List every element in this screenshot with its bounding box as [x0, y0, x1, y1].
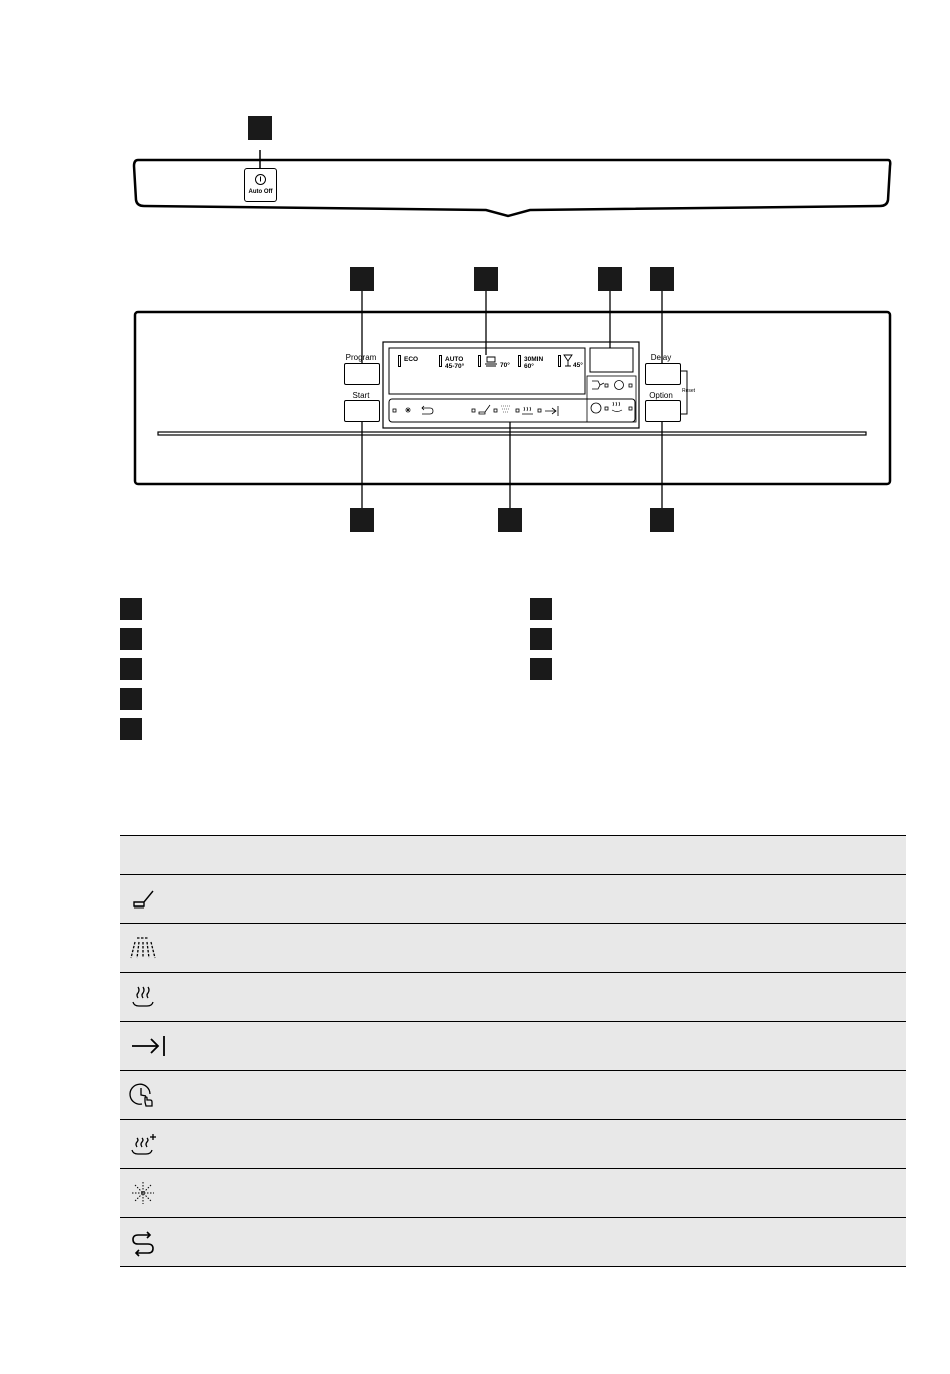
power-button-label: Auto Off	[248, 189, 273, 195]
table-cell	[120, 973, 906, 1022]
program-label: ECO	[404, 356, 419, 363]
program-button[interactable]	[344, 363, 380, 385]
callout-7	[498, 508, 522, 532]
option-button[interactable]	[645, 400, 681, 422]
table-row	[120, 1022, 906, 1071]
program-indicator	[558, 355, 561, 367]
program-label: 30MIN	[524, 356, 544, 363]
table-row	[120, 924, 906, 973]
table-row	[120, 973, 906, 1022]
table-row	[120, 1218, 906, 1267]
pots-icon	[484, 354, 498, 368]
table-row	[120, 1071, 906, 1120]
reset-label: Reset	[682, 388, 696, 394]
brush-prewash-icon	[128, 884, 158, 914]
program-label: AUTO	[445, 356, 464, 363]
program-indicator	[518, 355, 521, 367]
legend-callout-7	[530, 628, 552, 650]
delay-button[interactable]	[645, 363, 681, 385]
symbols-table	[120, 835, 906, 1267]
callout-4	[598, 267, 622, 291]
legend-callout-8	[530, 658, 552, 680]
legend-callout-3	[120, 658, 142, 680]
table-cell	[120, 1120, 906, 1169]
program-indicator	[478, 355, 481, 367]
status-indicators	[588, 378, 636, 420]
start-button[interactable]	[344, 400, 380, 422]
end-arrow-icon	[128, 1031, 168, 1061]
legend-callout-1	[120, 598, 142, 620]
table-row	[120, 1120, 906, 1169]
program-temp: 45°	[573, 362, 583, 369]
callout-6	[650, 508, 674, 532]
table-cell	[120, 1022, 906, 1071]
time-manager-icon	[128, 1080, 158, 1110]
program-temp: 70°	[500, 362, 510, 369]
rinse-aid-sparkle-icon	[128, 1178, 158, 1208]
start-button-label: Start	[352, 391, 370, 400]
callout-3	[474, 267, 498, 291]
table-cell	[120, 875, 906, 924]
legend-callout-6	[530, 598, 552, 620]
callout-2	[350, 267, 374, 291]
legend-callout-5	[120, 718, 142, 740]
table-cell	[120, 1071, 906, 1120]
program-indicator	[439, 355, 442, 367]
delay-button-label: Delay	[650, 353, 672, 362]
callout-5	[650, 267, 674, 291]
program-temp: 45-70°	[445, 363, 465, 370]
table-cell	[120, 924, 906, 973]
program-indicator	[398, 355, 401, 367]
table-row	[120, 1169, 906, 1218]
legend-callout-4	[120, 688, 142, 710]
table-header-cell	[120, 836, 906, 875]
rinse-steam-icon	[128, 982, 158, 1012]
table-cell	[120, 1218, 906, 1267]
table-cell	[120, 1169, 906, 1218]
glass-icon	[563, 354, 573, 368]
salt-regeneration-icon	[128, 1227, 158, 1257]
option-button-label: Option	[649, 391, 673, 400]
program-temp: 60°	[524, 363, 534, 370]
table-header-row	[120, 836, 906, 875]
table-row	[120, 875, 906, 924]
extra-dry-icon	[128, 1129, 162, 1159]
callout-8	[350, 508, 374, 532]
legend-callout-2	[120, 628, 142, 650]
phase-indicators	[390, 400, 590, 422]
spray-wash-icon	[128, 933, 158, 963]
program-button-label: Program	[345, 353, 377, 362]
